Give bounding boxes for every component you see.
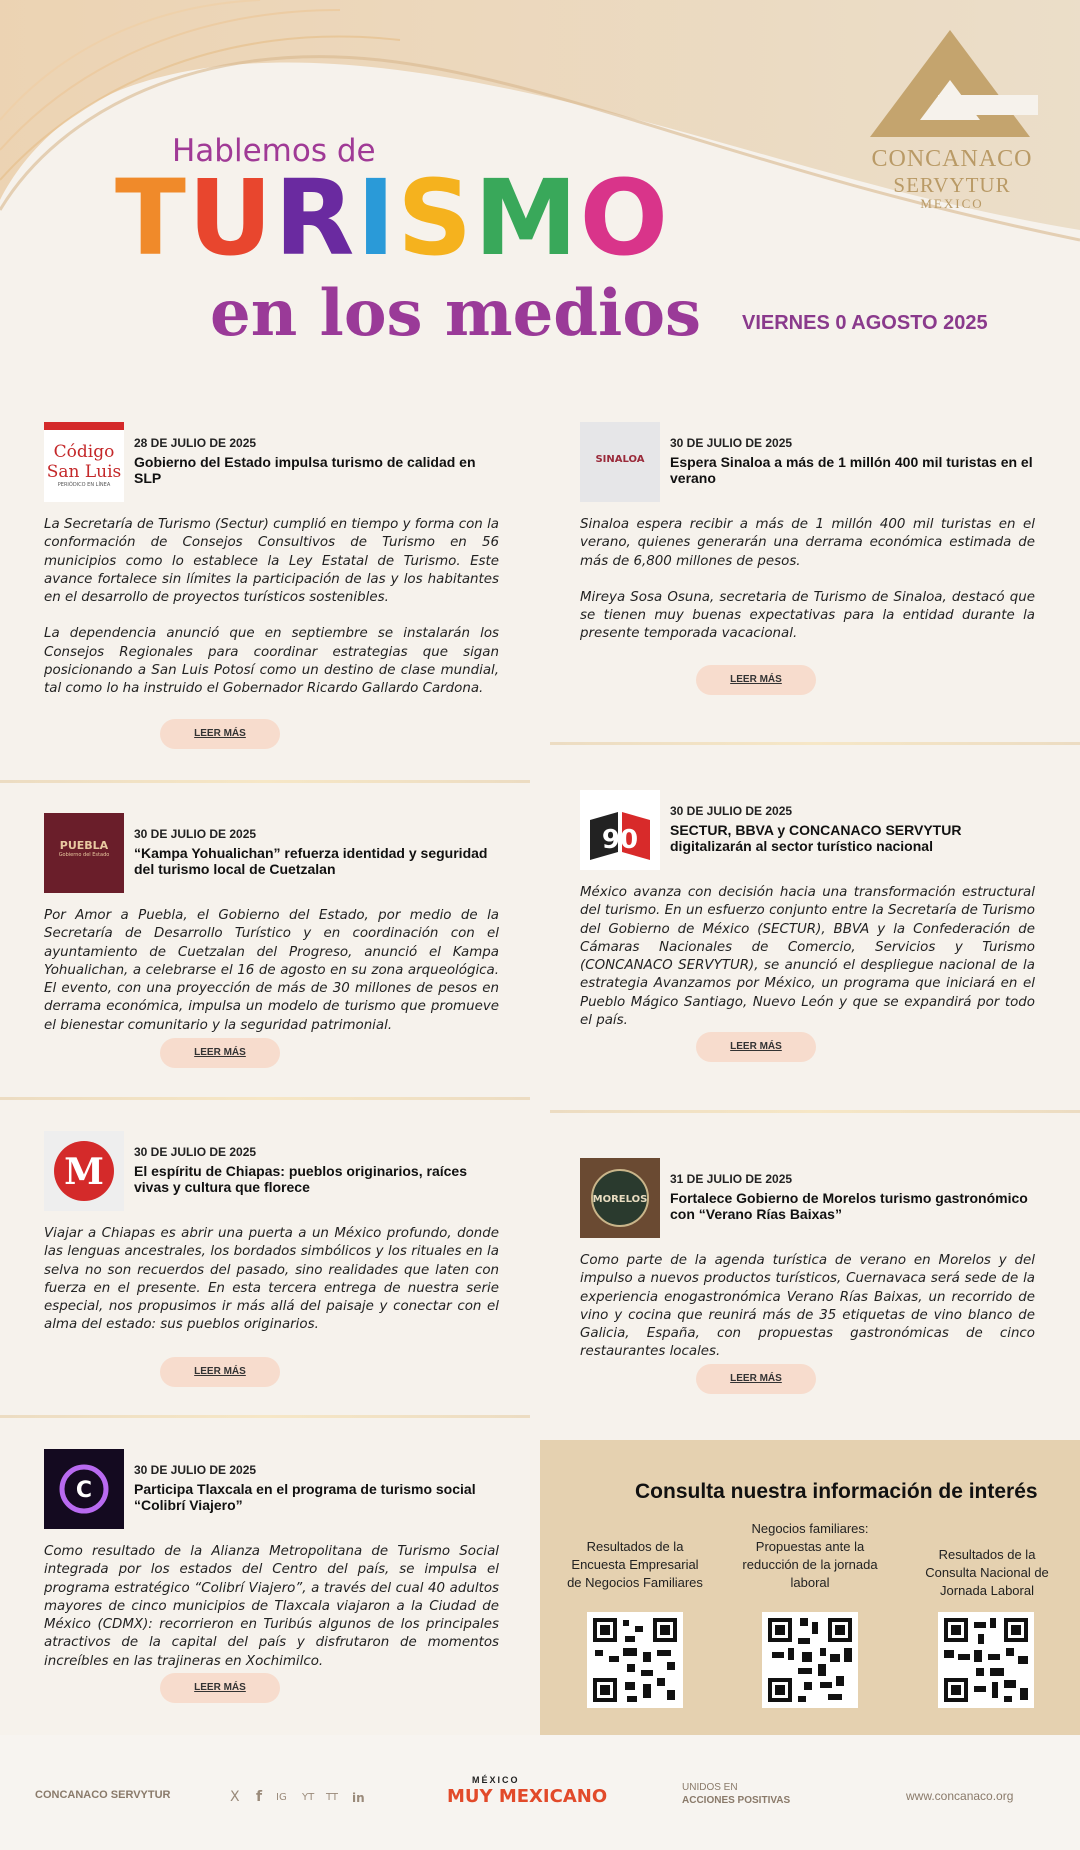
newsletter-date: VIERNES 0 AGOSTO 2025: [742, 312, 988, 334]
news-title: Fortalece Gobierno de Morelos turismo gastronómico con “Verano Rías Baixas”: [670, 1190, 1028, 1222]
svg-text:MORELOS: MORELOS: [592, 1194, 648, 1205]
title-letter: I: [356, 157, 398, 279]
source-logo-codigo-san-luis: Código San Luis PERIÓDICO EN LÍNEA: [44, 422, 124, 502]
svg-text:90: 90: [601, 825, 639, 855]
news-body: Como resultado de la Alianza Metropolitana de Turismo Social integrada por los estados del Centro del país, se impulsa el programa estratégico “Colibrí Viajero”, a través del cual 40 adultos mayores de cinco municipios de Tlaxcala viajaron a la Ciudad de México (CDMX): recorrieron en Turibús algunos de los principales atractivos de la capital del país y disfrutaron de momentos increíbles en las trajineras en Xochimilco.: [44, 1544, 499, 1669]
news-body: México avanza con decisión hacia una transformación estructural del turismo. En un esfuerzo conjunto entre la Secretaría de Turismo del Gobierno de México (SECTUR), BBVA y la Confederación de Cámaras Nacionales de Comercio, Servicios y Turismo (CONCANACO SERVYTUR), se anunció el despliegue nacional de la estrategia Avanzamos por México, un programa que iniciará en el Pueblo Mágico Santiago, Nuevo León y que se expandirá por todo el país.: [580, 885, 1035, 1029]
morelos-badge-icon: [580, 1158, 660, 1238]
section-divider: [550, 1110, 1080, 1113]
read-more-button[interactable]: LEER MÁS: [696, 665, 816, 695]
read-more-button[interactable]: LEER MÁS: [160, 1357, 280, 1387]
title-letter: O: [579, 157, 671, 279]
milenio-icon: [44, 1131, 124, 1211]
qr-code-icon[interactable]: [587, 1612, 683, 1708]
interest-item-label: Negocios familiares: Propuestas ante la reducción de la jornada laboral: [742, 1521, 878, 1590]
social-linkedin-icon[interactable]: in: [352, 1791, 365, 1805]
logo-text-concanaco: CONCANACO: [871, 146, 1033, 172]
section-divider: [0, 1097, 530, 1100]
title-letter: R: [274, 157, 357, 279]
social-instagram-icon[interactable]: IG: [276, 1792, 287, 1803]
news-title: SECTUR, BBVA y CONCANACO SERVYTUR digitalizarán al sector turístico nacional: [670, 822, 962, 854]
hero-title-line3: en los medios: [210, 276, 702, 351]
section-divider: [0, 780, 530, 783]
source-logo-morelos: [580, 1158, 660, 1238]
hero-title-turismo: [115, 157, 671, 279]
interest-item-label: Resultados de la Encuesta Empresarial de Negocios Familiares: [567, 1539, 703, 1590]
qr-code-icon[interactable]: [938, 1612, 1034, 1708]
svg-text:M: M: [64, 1151, 104, 1193]
interest-item: [740, 1520, 880, 1592]
news-date: 30 DE JULIO DE 2025: [670, 804, 793, 818]
news-date: 28 DE JULIO DE 2025: [134, 436, 257, 450]
interest-item: [565, 1538, 705, 1592]
news-date: 31 DE JULIO DE 2025: [670, 1172, 793, 1186]
interest-title: Consulta nuestra información de interés: [635, 1480, 1038, 1503]
interest-item: [917, 1546, 1057, 1600]
news-body: Como parte de la agenda turística de verano en Morelos y del impulso a nuevos productos turísticos, Cuernavaca será sede de la experiencia enogastronómica Verano Rías Baixas, un recorrido de vino y cocina que reunirá más de 35 etiquetas de vino blanco de Galicia, España, con propuestas gastronómicas de cinco restaurantes locales.: [580, 1253, 1035, 1360]
read-more-button[interactable]: LEER MÁS: [696, 1364, 816, 1394]
social-tiktok-icon[interactable]: TT: [326, 1792, 339, 1803]
hero-title-line1: Hablemos de: [172, 133, 376, 169]
footer: [0, 1735, 1080, 1850]
news-title: Participa Tlaxcala en el programa de turismo social “Colibrí Viajero”: [134, 1481, 476, 1513]
news-date: 30 DE JULIO DE 2025: [134, 827, 257, 841]
svg-text:C: C: [75, 1478, 93, 1503]
title-letter: U: [187, 157, 275, 279]
news-date: 30 DE JULIO DE 2025: [134, 1463, 257, 1477]
news-title: “Kampa Yohualichan” refuerza identidad y seguridad del turismo local de Cuetzalan: [134, 845, 488, 877]
title-letter: M: [474, 157, 580, 279]
campaign-logo: MUY MEXICANO: [447, 1786, 608, 1807]
book-icon: [580, 790, 660, 870]
interest-item-label: Resultados de la Consulta Nacional de Jornada Laboral: [925, 1547, 1049, 1598]
website-link[interactable]: www.concanaco.org: [906, 1789, 1014, 1803]
footer-brand: CONCANACO SERVYTUR: [35, 1789, 171, 1801]
logo-text-mexico: MEXICO: [920, 196, 984, 211]
news-date: 30 DE JULIO DE 2025: [670, 436, 793, 450]
colibri-logo-icon: [44, 1449, 124, 1529]
interest-panel: [540, 1440, 1080, 1735]
source-logo-90: [580, 790, 660, 870]
campaign-logo-top: MÉXICO: [472, 1775, 520, 1785]
news-body: Viajar a Chiapas es abrir una puerta a un México profundo, donde las lenguas ancestrales, los bordados simbólicos y los rituales en la selva no son recuerdos del pasado, sino realidades que laten con fuerza en el presente. En esta tercera entrega de nuestra serie especial, nos propusimos ir más allá del paisaje y conectar con el alma del estado: sus pueblos originarios.: [44, 1226, 499, 1333]
read-more-button[interactable]: LEER MÁS: [696, 1032, 816, 1062]
source-logo-sinaloa: SINALOA: [580, 422, 660, 502]
qr-code-icon[interactable]: [762, 1612, 858, 1708]
read-more-button[interactable]: LEER MÁS: [160, 1673, 280, 1703]
social-youtube-icon[interactable]: YT: [302, 1792, 315, 1803]
source-logo-milenio: [44, 1131, 124, 1211]
title-letter: S: [397, 157, 475, 279]
source-logo-puebla: PUEBLA Gobierno del Estado: [44, 813, 124, 893]
social-facebook-icon[interactable]: f: [256, 1789, 263, 1805]
section-divider: [550, 742, 1080, 745]
read-more-button[interactable]: LEER MÁS: [160, 1038, 280, 1068]
news-date: 30 DE JULIO DE 2025: [134, 1145, 257, 1159]
slogan-line2: ACCIONES POSITIVAS: [682, 1795, 791, 1806]
section-divider: [0, 1415, 530, 1418]
news-title: El espíritu de Chiapas: pueblos originarios, raíces vivas y cultura que florece: [134, 1163, 467, 1195]
news-title: Gobierno del Estado impulsa turismo de calidad en SLP: [134, 454, 476, 486]
logo-text-servytur: SERVYTUR: [893, 173, 1011, 197]
read-more-button[interactable]: LEER MÁS: [160, 719, 280, 749]
source-logo-tlaxcala: [44, 1449, 124, 1529]
social-x-icon[interactable]: X: [230, 1789, 240, 1805]
news-body: La Secretaría de Turismo (Sectur) cumplió en tiempo y forma con la conformación de Consejos Consultivos de Turismo en 56 municipios como lo establece la Ley Estatal de Turismo. Este avance fortalece sin límites la participación de las y los habitantes en el desarrollo de proyectos turísticos sostenibles. La dependencia anunció que en septiembre se instalarán los Consejos Regionales para coordinar estrategias que sigan posicionando a San Luis Potosí como un destino de clase mundial, tal como lo ha instruido el Gobernador Ricardo Gallardo Cardona.: [44, 517, 499, 697]
news-title: Espera Sinaloa a más de 1 millón 400 mil turistas en el verano: [670, 454, 1033, 486]
news-body: Sinaloa espera recibir a más de 1 millón 400 mil turistas en el verano, quienes generarán una derrama económica estimada de más de 6,800 millones de pesos. Mireya Sosa Osuna, secretaria de Turismo de Sinaloa, destacó que se tienen muy buenas expectativas para la entidad durante la presente temporada vacacional.: [580, 517, 1035, 642]
news-body: Por Amor a Puebla, el Gobierno del Estado, por medio de la Secretaría de Desarrollo Turístico y en coordinación con el ayuntamiento de Cuetzalan del Progreso, anunció el Kampa Yohualichan, a celebrarse el 16 de agosto en su zona arqueológica. El evento, con una proyección de más de 30 millones de pesos en derrama económica, impulsa un modelo de turismo que promueve el bienestar comunitario y la seguridad patrimonial.: [44, 908, 499, 1033]
slogan-line1: UNIDOS EN: [682, 1782, 738, 1793]
title-letter: T: [115, 157, 188, 279]
